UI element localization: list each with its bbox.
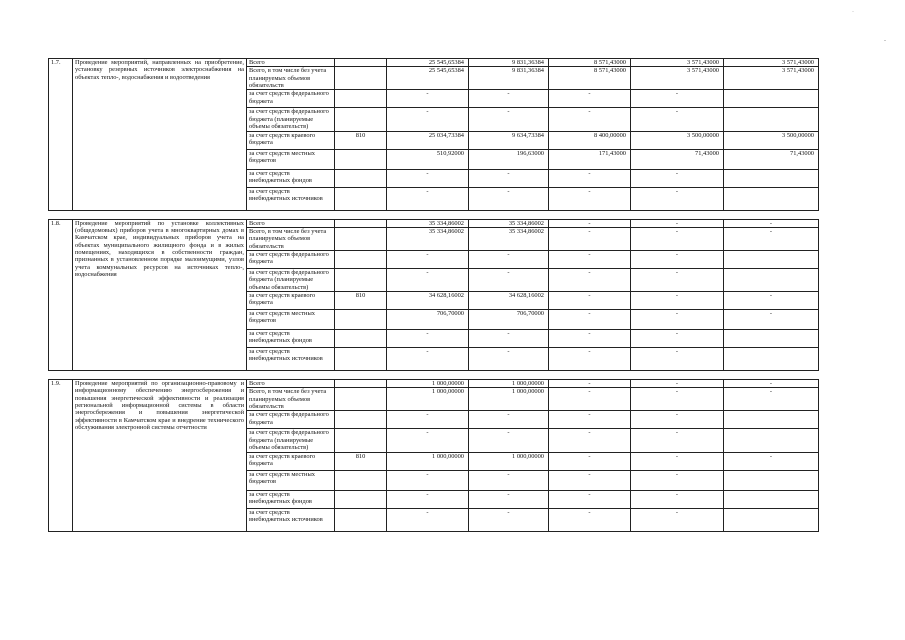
funding-source-label: за счет средств федерального бюджета [247, 250, 335, 268]
amount-cell: - [469, 187, 549, 210]
scan-mark-top: · [852, 9, 854, 15]
amount-cell: 3 500,00000 [631, 131, 724, 149]
budget-code [335, 411, 387, 429]
budget-code [335, 508, 387, 531]
amount-cell: 9 634,73384 [469, 131, 549, 149]
amount-cell: - [549, 292, 631, 310]
amount-cell: - [549, 490, 631, 508]
amount-cell: - [387, 330, 469, 348]
amount-cell: - [724, 219, 819, 227]
amount-cell: - [549, 470, 631, 490]
amount-cell: 8 571,43000 [549, 67, 631, 90]
amount-cell: - [724, 292, 819, 310]
amount-cell [724, 470, 819, 490]
funding-source-label: за счет средств федерального бюджета (планируемые объемы обязательств) [247, 429, 335, 452]
amount-cell: - [387, 508, 469, 531]
amount-cell: - [549, 388, 631, 411]
amount-cell: - [631, 348, 724, 371]
amount-cell: - [549, 452, 631, 470]
budget-code [335, 268, 387, 291]
amount-cell [724, 508, 819, 531]
amount-cell [724, 330, 819, 348]
budget-code [335, 149, 387, 169]
budget-code [335, 490, 387, 508]
amount-cell: - [469, 470, 549, 490]
amount-cell: 35 334,86002 [469, 219, 549, 227]
amount-cell: 3 571,43000 [724, 67, 819, 90]
amount-cell: - [549, 187, 631, 210]
item-number: 1.7. [49, 59, 73, 211]
amount-cell: 34 628,16002 [469, 292, 549, 310]
amount-cell: 1 000,00000 [387, 388, 469, 411]
funding-source-label: за счет средств местных бюджетов [247, 470, 335, 490]
funding-source-label: за счет средств внебюджетных источников [247, 348, 335, 371]
amount-cell: 706,70000 [469, 310, 549, 330]
amount-cell: - [469, 108, 549, 131]
amount-cell: - [387, 470, 469, 490]
funding-source-label: Всего, в том числе без учета планируемых объемов обязательств [247, 227, 335, 250]
amount-cell: - [549, 250, 631, 268]
budget-code [335, 310, 387, 330]
funding-source-label: за счет средств краевого бюджета [247, 452, 335, 470]
budget-code [335, 67, 387, 90]
amount-cell: 71,43000 [724, 149, 819, 169]
amount-cell: - [631, 380, 724, 388]
section-spacer [49, 210, 819, 219]
funding-source-label: за счет средств местных бюджетов [247, 310, 335, 330]
funding-source-label: за счет средств внебюджетных источников [247, 508, 335, 531]
amount-cell: - [549, 429, 631, 452]
amount-cell [724, 169, 819, 187]
amount-cell: - [549, 169, 631, 187]
budget-code [335, 59, 387, 67]
amount-cell: - [631, 227, 724, 250]
amount-cell: - [549, 227, 631, 250]
amount-cell [724, 429, 819, 452]
amount-cell [724, 108, 819, 131]
budget-code [335, 169, 387, 187]
funding-source-label: Всего [247, 219, 335, 227]
amount-cell: 35 334,86002 [469, 227, 549, 250]
amount-cell: 9 831,36384 [469, 67, 549, 90]
item-number: 1.8. [49, 219, 73, 371]
amount-cell: - [631, 388, 724, 411]
budget-code [335, 187, 387, 210]
amount-cell: 706,70000 [387, 310, 469, 330]
amount-cell: - [631, 219, 724, 227]
amount-cell: 1 000,00000 [469, 388, 549, 411]
amount-cell: - [469, 411, 549, 429]
budget-code [335, 388, 387, 411]
budget-code [335, 470, 387, 490]
budget-code: 810 [335, 292, 387, 310]
funding-source-label: Всего [247, 59, 335, 67]
amount-cell: - [469, 169, 549, 187]
amount-cell: 1 000,00000 [469, 380, 549, 388]
amount-cell: - [387, 108, 469, 131]
budget-code [335, 250, 387, 268]
amount-cell: - [387, 268, 469, 291]
amount-cell: - [631, 508, 724, 531]
amount-cell: - [387, 90, 469, 108]
amount-cell: 71,43000 [631, 149, 724, 169]
funding-source-label: Всего [247, 380, 335, 388]
amount-cell: - [469, 429, 549, 452]
amount-cell: - [469, 490, 549, 508]
table-row [49, 59, 819, 67]
funding-source-label: за счет средств федерального бюджета [247, 411, 335, 429]
table-row [49, 380, 819, 388]
amount-cell: 510,92000 [387, 149, 469, 169]
amount-cell: - [469, 90, 549, 108]
amount-cell [724, 490, 819, 508]
amount-cell: 3 571,43000 [631, 67, 724, 90]
amount-cell: - [724, 227, 819, 250]
amount-cell: 1 000,00000 [469, 452, 549, 470]
amount-cell: 3 571,43000 [631, 59, 724, 67]
funding-source-label: за счет средств федерального бюджета [247, 90, 335, 108]
amount-cell: - [549, 219, 631, 227]
budget-code [335, 330, 387, 348]
amount-cell: - [631, 470, 724, 490]
table-row [49, 219, 819, 227]
amount-cell: - [469, 508, 549, 531]
amount-cell [724, 268, 819, 291]
amount-cell: - [387, 348, 469, 371]
funding-source-label: за счет средств краевого бюджета [247, 131, 335, 149]
amount-cell: - [631, 187, 724, 210]
section-spacer [49, 371, 819, 380]
amount-cell: - [387, 411, 469, 429]
amount-cell: 35 334,86002 [387, 227, 469, 250]
amount-cell: 34 628,16002 [387, 292, 469, 310]
amount-cell: - [387, 187, 469, 210]
funding-source-label: Всего, в том числе без учета планируемых объемов обязательств [247, 67, 335, 90]
amount-cell: 25 545,65384 [387, 59, 469, 67]
funding-source-label: за счет средств федерального бюджета (планируемые объемы обязательств) [247, 268, 335, 291]
table-body [49, 59, 819, 532]
amount-cell: - [549, 508, 631, 531]
amount-cell: 196,63000 [469, 149, 549, 169]
amount-cell: 3 571,43000 [724, 59, 819, 67]
amount-cell: 1 000,00000 [387, 380, 469, 388]
budget-code [335, 219, 387, 227]
amount-cell: 35 334,86002 [387, 219, 469, 227]
amount-cell: - [631, 310, 724, 330]
amount-cell: 8 571,43000 [549, 59, 631, 67]
amount-cell [724, 250, 819, 268]
budget-code [335, 429, 387, 452]
spacer-cell [49, 210, 819, 219]
amount-cell: - [631, 169, 724, 187]
amount-cell: - [549, 268, 631, 291]
amount-cell: - [387, 490, 469, 508]
amount-cell: - [631, 250, 724, 268]
amount-cell: 1 000,00000 [387, 452, 469, 470]
amount-cell: 25 034,73384 [387, 131, 469, 149]
spacer-cell [49, 371, 819, 380]
funding-source-label: за счет средств краевого бюджета [247, 292, 335, 310]
amount-cell: - [724, 388, 819, 411]
amount-cell: - [724, 380, 819, 388]
amount-cell: - [469, 250, 549, 268]
amount-cell: 171,43000 [549, 149, 631, 169]
amount-cell: - [631, 490, 724, 508]
amount-cell: - [631, 330, 724, 348]
amount-cell [724, 348, 819, 371]
amount-cell [724, 187, 819, 210]
amount-cell: - [549, 348, 631, 371]
scan-mark-right: - [884, 38, 886, 44]
budget-code: 810 [335, 452, 387, 470]
funding-source-label: за счет средств местных бюджетов [247, 149, 335, 169]
amount-cell: 25 545,65384 [387, 67, 469, 90]
budget-table [48, 58, 819, 532]
amount-cell: - [469, 268, 549, 291]
amount-cell: - [549, 310, 631, 330]
item-title: Проведение мероприятий, направленных на приобретение, установку резервных источников электроснабжения на объектах тепло-, водоснабжения и водоотведения [73, 59, 247, 211]
amount-cell: - [549, 380, 631, 388]
budget-code [335, 227, 387, 250]
budget-code [335, 348, 387, 371]
item-number: 1.9. [49, 380, 73, 532]
amount-cell: 3 500,00000 [724, 131, 819, 149]
amount-cell [724, 411, 819, 429]
amount-cell: - [631, 411, 724, 429]
funding-source-label: за счет средств внебюджетных фондов [247, 330, 335, 348]
amount-cell: - [549, 330, 631, 348]
amount-cell: - [724, 452, 819, 470]
item-title: Проведение мероприятий по организационно-правовому и информационному обеспечению энергосбережения и повышения энергетической эффективности и реализация региональной информационной системы в области энергосбережения и повышения энергетической эффективности в Камчатском крае и внедрение технического обслуживания электронной системы отчетности [73, 380, 247, 532]
funding-source-label: за счет средств внебюджетных источников [247, 187, 335, 210]
amount-cell: 9 831,36384 [469, 59, 549, 67]
budget-code: 810 [335, 131, 387, 149]
amount-cell: - [724, 310, 819, 330]
amount-cell: - [631, 452, 724, 470]
amount-cell: 8 400,00000 [549, 131, 631, 149]
amount-cell: - [631, 429, 724, 452]
funding-source-label: за счет средств федерального бюджета (планируемые объемы обязательств) [247, 108, 335, 131]
budget-code [335, 380, 387, 388]
budget-code [335, 108, 387, 131]
amount-cell: - [549, 108, 631, 131]
funding-source-label: за счет средств внебюджетных фондов [247, 169, 335, 187]
item-title: Проведение мероприятий по установке коллективных (общедомовых) приборов учета в многоквартирных домах в Камчатском крае, индивидуальных приборов учета на объектах муниципального жилищного фонда и в жилых помещениях, находящихся в собственности граждан, признанных в установленном порядке малоимущими, узлов учета коммунальных ресурсов на источниках тепло-, водоснабжения [73, 219, 247, 371]
amount-cell: - [549, 90, 631, 108]
budget-code [335, 90, 387, 108]
amount-cell [724, 90, 819, 108]
amount-cell: - [387, 429, 469, 452]
funding-source-label: за счет средств внебюджетных фондов [247, 490, 335, 508]
amount-cell: - [469, 348, 549, 371]
amount-cell: - [469, 330, 549, 348]
amount-cell: - [549, 411, 631, 429]
amount-cell: - [631, 108, 724, 131]
funding-source-label: Всего, в том числе без учета планируемых объемов обязательств [247, 388, 335, 411]
amount-cell: - [631, 268, 724, 291]
amount-cell: - [387, 250, 469, 268]
amount-cell: - [631, 292, 724, 310]
amount-cell: - [631, 90, 724, 108]
amount-cell: - [387, 169, 469, 187]
